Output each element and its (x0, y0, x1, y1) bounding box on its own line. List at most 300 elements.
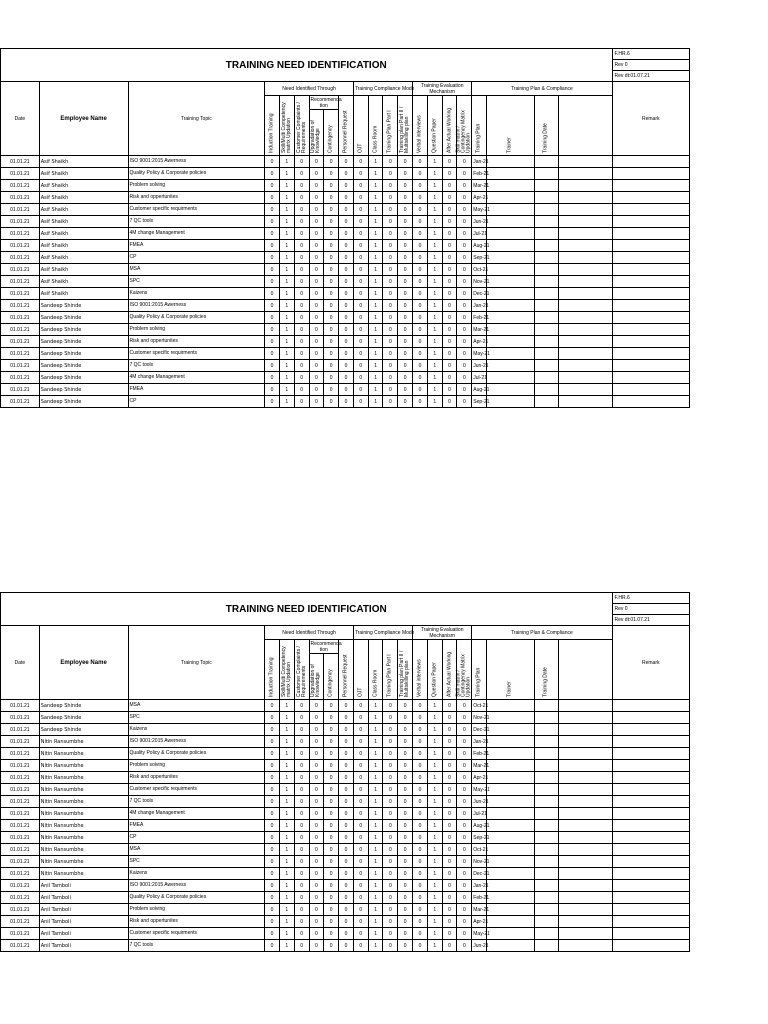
cell-flag: 1 (368, 204, 383, 216)
cell-flag: 0 (457, 312, 472, 324)
cell-flag: 1 (279, 784, 294, 796)
cell-flag: 0 (398, 336, 413, 348)
cell-date: 01.01.21 (1, 372, 40, 384)
cell-flag: 0 (442, 760, 457, 772)
col-training-plan: Training Plan (472, 96, 487, 156)
cell-flag: 0 (457, 880, 472, 892)
cell-flag: 0 (398, 240, 413, 252)
cell-flag: 1 (427, 856, 442, 868)
cell-flag: 1 (368, 784, 383, 796)
cell-flag: 0 (294, 372, 309, 384)
cell-flag: 0 (324, 760, 339, 772)
cell-flag: 1 (279, 348, 294, 360)
cell-flag: 0 (353, 904, 368, 916)
cell-flag: 0 (265, 940, 280, 952)
cell-flag: 0 (294, 336, 309, 348)
cell-flag: 0 (398, 868, 413, 880)
cell-remark (612, 904, 689, 916)
cell-flag: 1 (368, 796, 383, 808)
cell-training-plan: Nov-21 (472, 712, 487, 724)
cell-date: 01.01.21 (1, 336, 40, 348)
cell-flag: 0 (324, 192, 339, 204)
cell-flag: 0 (353, 264, 368, 276)
cell-flag: 0 (324, 324, 339, 336)
cell-flag: 0 (413, 204, 428, 216)
cell-trainer (487, 892, 535, 904)
cell-flag: 1 (368, 252, 383, 264)
cell-flag: 0 (353, 844, 368, 856)
cell-flag: 0 (294, 820, 309, 832)
cell-flag: 0 (442, 928, 457, 940)
cell-flag: 0 (339, 760, 354, 772)
cell-flag: 1 (279, 772, 294, 784)
cell-flag: 0 (309, 736, 324, 748)
cell-flag: 0 (442, 324, 457, 336)
cell-training-topic: Problem solving (128, 904, 265, 916)
cell-flag: 0 (309, 276, 324, 288)
cell-training-topic: Risk and oppertunites (128, 192, 265, 204)
cell-employee-name: Anil Tamboli (39, 892, 128, 904)
cell-flag: 0 (442, 312, 457, 324)
header-recommendation: Recommenda tion (310, 640, 342, 653)
cell-flag: 0 (353, 396, 368, 408)
cell-date: 01.01.21 (1, 928, 40, 940)
cell-employee-name: Nitin Ransumbhe (39, 796, 128, 808)
cell-flag: 0 (457, 384, 472, 396)
cell-flag: 0 (383, 904, 398, 916)
col-customer: Customer Complaints / Requirements (294, 640, 309, 700)
table-row (1, 856, 690, 868)
cell-remark (612, 736, 689, 748)
cell-flag: 0 (309, 928, 324, 940)
col-upgradation: Upgradation of Knowledge (309, 110, 324, 156)
cell-remark (612, 168, 689, 180)
cell-flag: 0 (398, 808, 413, 820)
cell-training-date (534, 784, 558, 796)
cell-flag: 0 (339, 736, 354, 748)
cell-flag: 1 (279, 156, 294, 168)
cell-flag: 0 (339, 180, 354, 192)
cell-flag: 1 (279, 336, 294, 348)
cell-flag: 0 (339, 808, 354, 820)
cell-remark (612, 240, 689, 252)
cell-flag: 0 (309, 868, 324, 880)
cell-blank (558, 832, 612, 844)
cell-flag: 0 (294, 808, 309, 820)
cell-flag: 0 (383, 724, 398, 736)
cell-flag: 1 (427, 904, 442, 916)
cell-trainer (487, 216, 535, 228)
cell-flag: 0 (413, 192, 428, 204)
cell-flag: 0 (413, 348, 428, 360)
cell-flag: 0 (457, 336, 472, 348)
cell-training-topic: SPC (128, 276, 265, 288)
cell-training-plan: Aug-21 (472, 384, 487, 396)
cell-employee-name: Asif Shaikh (39, 264, 128, 276)
table-row (1, 228, 690, 240)
cell-flag: 1 (427, 240, 442, 252)
cell-flag: 0 (339, 156, 354, 168)
cell-flag: 0 (339, 892, 354, 904)
cell-flag: 0 (265, 844, 280, 856)
cell-flag: 0 (339, 868, 354, 880)
cell-flag: 0 (309, 168, 324, 180)
col-personnel: Personnel Request (339, 640, 354, 700)
cell-flag: 0 (339, 312, 354, 324)
cell-remark (612, 796, 689, 808)
cell-flag: 0 (353, 324, 368, 336)
cell-flag: 1 (427, 772, 442, 784)
cell-flag: 0 (265, 760, 280, 772)
cell-flag: 0 (324, 156, 339, 168)
table-row (1, 928, 690, 940)
cell-flag: 1 (368, 832, 383, 844)
cell-flag: 0 (353, 724, 368, 736)
cell-blank (558, 916, 612, 928)
cell-flag: 0 (309, 748, 324, 760)
cell-trainer (487, 228, 535, 240)
cell-trainer (487, 168, 535, 180)
cell-blank (558, 384, 612, 396)
cell-flag: 0 (398, 396, 413, 408)
cell-remark (612, 832, 689, 844)
cell-training-topic: Problem solving (128, 180, 265, 192)
cell-training-date (534, 360, 558, 372)
cell-flag: 1 (427, 748, 442, 760)
cell-date: 01.01.21 (1, 892, 40, 904)
cell-flag: 0 (413, 396, 428, 408)
cell-training-date (534, 820, 558, 832)
cell-flag: 0 (324, 784, 339, 796)
cell-blank (558, 264, 612, 276)
cell-training-date (534, 868, 558, 880)
cell-flag: 0 (324, 736, 339, 748)
cell-training-date (534, 252, 558, 264)
cell-date: 01.01.21 (1, 832, 40, 844)
cell-flag: 0 (442, 736, 457, 748)
cell-flag: 0 (398, 312, 413, 324)
cell-employee-name: Sandeep Shinde (39, 360, 128, 372)
table-row (1, 384, 690, 396)
table-row (1, 736, 690, 748)
cell-training-topic: ISO 9001:2015 Awerness (128, 880, 265, 892)
cell-remark (612, 820, 689, 832)
cell-date: 01.01.21 (1, 300, 40, 312)
cell-training-date (534, 772, 558, 784)
cell-flag: 0 (442, 372, 457, 384)
header-remark: Remark (612, 626, 689, 700)
cell-flag: 0 (457, 928, 472, 940)
cell-flag: 0 (413, 312, 428, 324)
cell-flag: 0 (339, 192, 354, 204)
cell-flag: 0 (457, 324, 472, 336)
cell-flag: 0 (383, 712, 398, 724)
col-contingency: Contingency (324, 654, 339, 700)
cell-flag: 0 (353, 712, 368, 724)
cell-flag: 0 (398, 168, 413, 180)
cell-flag: 0 (398, 228, 413, 240)
cell-flag: 0 (324, 228, 339, 240)
table-row (1, 372, 690, 384)
cell-flag: 0 (309, 856, 324, 868)
cell-flag: 0 (339, 348, 354, 360)
cell-date: 01.01.21 (1, 288, 40, 300)
cell-flag: 0 (383, 312, 398, 324)
cell-training-plan: Jun-21 (472, 216, 487, 228)
cell-flag: 0 (383, 372, 398, 384)
cell-employee-name: Sandeep Shinde (39, 312, 128, 324)
cell-trainer (487, 700, 535, 712)
cell-training-topic: FMEA (128, 820, 265, 832)
cell-flag: 0 (294, 712, 309, 724)
header-training-topic: Training Topic (128, 626, 265, 700)
cell-flag: 0 (398, 384, 413, 396)
cell-training-topic: Quality Policy & Corporate policies (128, 312, 265, 324)
table-row (1, 348, 690, 360)
cell-blank (558, 748, 612, 760)
cell-flag: 0 (383, 180, 398, 192)
cell-blank (558, 736, 612, 748)
cell-flag: 1 (279, 820, 294, 832)
cell-flag: 0 (265, 700, 280, 712)
cell-flag: 0 (339, 264, 354, 276)
cell-training-topic: Customer specific requirments (128, 784, 265, 796)
form-number: F.HR.6 (612, 49, 689, 60)
cell-flag: 0 (265, 796, 280, 808)
cell-flag: 1 (368, 700, 383, 712)
cell-flag: 0 (309, 204, 324, 216)
col-training-date: Training Date (534, 640, 558, 700)
cell-flag: 0 (353, 856, 368, 868)
cell-remark (612, 844, 689, 856)
cell-flag: 0 (383, 844, 398, 856)
cell-remark (612, 156, 689, 168)
cell-flag: 0 (442, 724, 457, 736)
col-classroom: Class Room (368, 96, 383, 156)
cell-flag: 0 (442, 264, 457, 276)
cell-flag: 1 (279, 712, 294, 724)
cell-flag: 1 (279, 180, 294, 192)
cell-flag: 1 (279, 940, 294, 952)
cell-date: 01.01.21 (1, 180, 40, 192)
cell-flag: 1 (427, 228, 442, 240)
cell-flag: 0 (398, 892, 413, 904)
cell-flag: 0 (398, 276, 413, 288)
cell-training-date (534, 276, 558, 288)
cell-flag: 0 (442, 276, 457, 288)
cell-flag: 0 (383, 796, 398, 808)
cell-date: 01.01.21 (1, 384, 40, 396)
cell-flag: 0 (398, 760, 413, 772)
table-row (1, 276, 690, 288)
cell-training-date (534, 760, 558, 772)
cell-flag: 0 (413, 748, 428, 760)
cell-flag: 1 (427, 712, 442, 724)
cell-flag: 0 (442, 880, 457, 892)
cell-flag: 0 (265, 384, 280, 396)
table-row (1, 808, 690, 820)
cell-flag: 1 (279, 360, 294, 372)
cell-flag: 1 (279, 832, 294, 844)
cell-training-date (534, 240, 558, 252)
cell-flag: 0 (324, 300, 339, 312)
cell-flag: 0 (398, 324, 413, 336)
cell-training-plan: Dec-21 (472, 868, 487, 880)
cell-flag: 1 (368, 228, 383, 240)
cell-flag: 0 (383, 348, 398, 360)
cell-flag: 1 (427, 808, 442, 820)
cell-training-date (534, 384, 558, 396)
cell-flag: 0 (324, 180, 339, 192)
header-need-identified: Need Identified Through (265, 626, 354, 640)
cell-flag: 0 (265, 168, 280, 180)
cell-trainer (487, 336, 535, 348)
cell-flag: 0 (324, 276, 339, 288)
cell-employee-name: Sandeep Shinde (39, 724, 128, 736)
cell-training-date (534, 736, 558, 748)
cell-flag: 0 (324, 820, 339, 832)
col-after-actual: After Actual Working (442, 640, 457, 700)
cell-flag: 0 (353, 868, 368, 880)
col-induction: Induction Training (265, 96, 280, 156)
cell-flag: 0 (383, 384, 398, 396)
cell-flag: 1 (427, 276, 442, 288)
cell-flag: 0 (324, 264, 339, 276)
cell-training-plan: Mar-21 (472, 760, 487, 772)
cell-flag: 0 (383, 700, 398, 712)
cell-date: 01.01.21 (1, 856, 40, 868)
cell-trainer (487, 760, 535, 772)
cell-flag: 1 (427, 348, 442, 360)
cell-training-date (534, 288, 558, 300)
cell-flag: 0 (294, 252, 309, 264)
cell-date: 01.01.21 (1, 712, 40, 724)
sheet-page-1 (0, 48, 690, 408)
cell-blank (558, 784, 612, 796)
cell-flag: 0 (309, 808, 324, 820)
cell-employee-name: Sandeep Shinde (39, 324, 128, 336)
header-evaluation: Training Evaluation Mechanism (413, 82, 472, 96)
cell-flag: 1 (427, 288, 442, 300)
cell-training-topic: Kaizens (128, 868, 265, 880)
header-remark: Remark (612, 82, 689, 156)
cell-flag: 0 (457, 156, 472, 168)
cell-training-topic: Quality Policy & Corporate policies (128, 892, 265, 904)
cell-blank (558, 204, 612, 216)
cell-flag: 0 (457, 216, 472, 228)
cell-flag: 0 (353, 808, 368, 820)
cell-flag: 0 (339, 796, 354, 808)
cell-training-date (534, 216, 558, 228)
cell-flag: 0 (265, 240, 280, 252)
cell-flag: 0 (353, 700, 368, 712)
col-after-actual: After Actual Working (442, 96, 457, 156)
cell-flag: 1 (368, 904, 383, 916)
cell-flag: 0 (339, 940, 354, 952)
cell-flag: 0 (398, 856, 413, 868)
cell-flag: 0 (265, 856, 280, 868)
cell-flag: 0 (294, 264, 309, 276)
cell-flag: 0 (457, 856, 472, 868)
cell-flag: 0 (442, 748, 457, 760)
cell-flag: 1 (368, 156, 383, 168)
cell-date: 01.01.21 (1, 808, 40, 820)
cell-flag: 0 (324, 312, 339, 324)
cell-flag: 0 (265, 868, 280, 880)
cell-date: 01.01.21 (1, 348, 40, 360)
cell-trainer (487, 904, 535, 916)
cell-remark (612, 808, 689, 820)
col-question: Question Paper (427, 640, 442, 700)
cell-training-topic: Risk and oppertunites (128, 772, 265, 784)
cell-flag: 1 (279, 252, 294, 264)
cell-flag: 0 (294, 844, 309, 856)
cell-flag: 0 (309, 216, 324, 228)
cell-training-topic: Customer specific requirments (128, 348, 265, 360)
col-plan1: Training Plan Part I (383, 96, 398, 156)
cell-flag: 0 (398, 796, 413, 808)
cell-flag: 0 (339, 396, 354, 408)
cell-remark (612, 264, 689, 276)
cell-flag: 0 (309, 348, 324, 360)
cell-flag: 0 (265, 288, 280, 300)
cell-flag: 0 (339, 204, 354, 216)
cell-date: 01.01.21 (1, 724, 40, 736)
col-plan2: Training plan Part II / Multiskilling plan (398, 640, 413, 700)
cell-flag: 0 (442, 384, 457, 396)
cell-flag: 0 (413, 240, 428, 252)
cell-date: 01.01.21 (1, 868, 40, 880)
col-personnel: Personnel Request (339, 96, 354, 156)
cell-flag: 0 (383, 192, 398, 204)
cell-blank (558, 904, 612, 916)
cell-flag: 0 (442, 204, 457, 216)
cell-flag: 1 (427, 396, 442, 408)
cell-flag: 0 (309, 180, 324, 192)
cell-training-plan: Jan-21 (472, 880, 487, 892)
cell-flag: 0 (324, 832, 339, 844)
cell-flag: 1 (279, 700, 294, 712)
cell-flag: 0 (309, 228, 324, 240)
cell-flag: 1 (427, 820, 442, 832)
cell-employee-name: Asif Shaikh (39, 216, 128, 228)
cell-training-date (534, 204, 558, 216)
cell-date: 01.01.21 (1, 324, 40, 336)
cell-flag: 0 (398, 372, 413, 384)
cell-flag: 0 (339, 916, 354, 928)
cell-flag: 1 (368, 216, 383, 228)
cell-training-topic: Risk and oppertunites (128, 336, 265, 348)
cell-flag: 0 (413, 156, 428, 168)
header-need-identified: Need Identified Through (265, 82, 354, 96)
table-row (1, 832, 690, 844)
cell-date: 01.01.21 (1, 240, 40, 252)
cell-flag: 0 (353, 288, 368, 300)
table-row (1, 940, 690, 952)
cell-flag: 0 (457, 360, 472, 372)
cell-flag: 1 (279, 868, 294, 880)
cell-flag: 0 (413, 844, 428, 856)
col-induction: Induction Training (265, 640, 280, 700)
cell-flag: 1 (368, 928, 383, 940)
cell-flag: 1 (427, 724, 442, 736)
cell-remark (612, 312, 689, 324)
cell-remark (612, 360, 689, 372)
cell-training-topic: ISO 9001:2015 Awerness (128, 736, 265, 748)
cell-flag: 1 (279, 264, 294, 276)
cell-flag: 0 (339, 832, 354, 844)
cell-flag: 0 (383, 156, 398, 168)
